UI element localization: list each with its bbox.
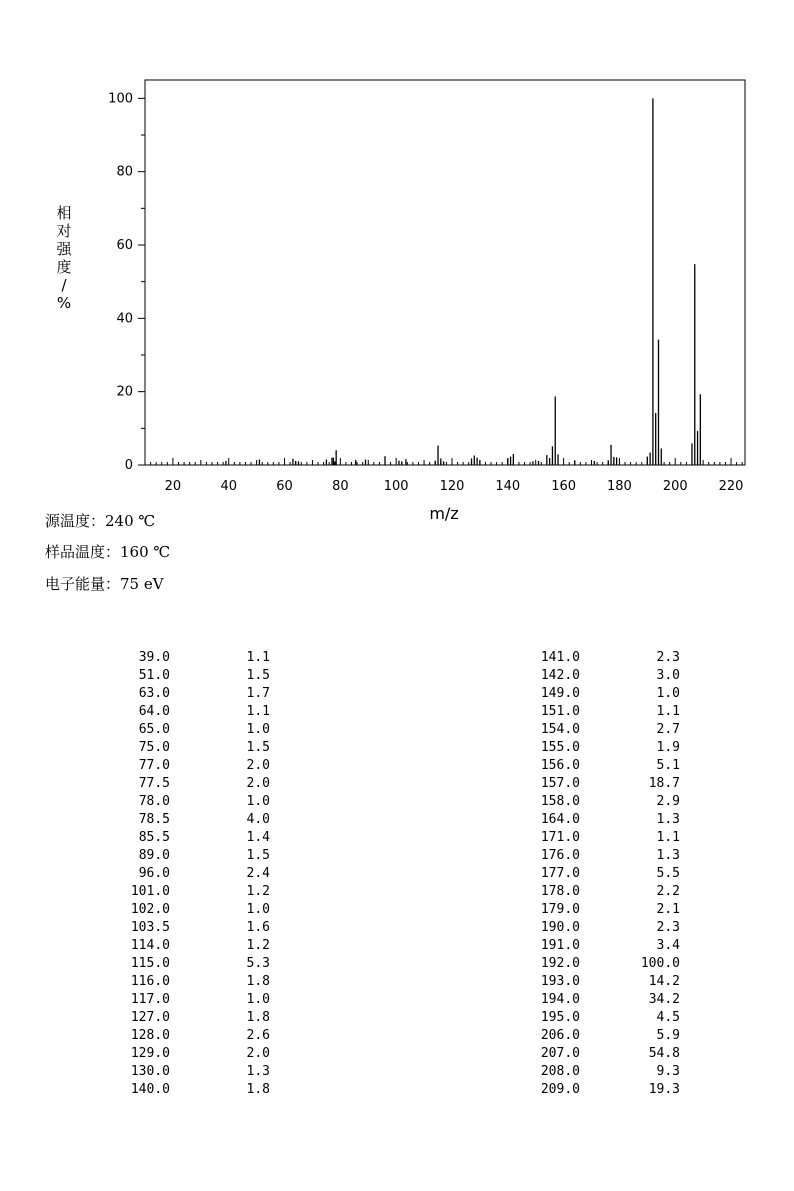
peak-row bbox=[0, 884, 794, 902]
peak-row bbox=[0, 758, 794, 776]
peak-mz: 39.0 bbox=[138, 650, 170, 665]
peak-intensity: 1.0 bbox=[246, 992, 270, 1007]
y-axis-label-char: % bbox=[56, 294, 72, 312]
y-axis-label bbox=[56, 204, 72, 312]
peak-mz: 176.0 bbox=[540, 848, 580, 863]
peak-mz: 117.0 bbox=[130, 992, 170, 1007]
x-tick-label: 180 bbox=[607, 479, 632, 494]
peak-mz: 179.0 bbox=[540, 902, 580, 917]
peak-mz: 78.0 bbox=[138, 794, 170, 809]
peak-mz: 77.5 bbox=[138, 776, 170, 791]
peak-row bbox=[0, 1010, 794, 1028]
peak-mz: 115.0 bbox=[130, 956, 170, 971]
peak-mz: 116.0 bbox=[130, 974, 170, 989]
x-tick-label: 100 bbox=[383, 479, 409, 494]
peak-mz: 209.0 bbox=[540, 1082, 580, 1097]
peak-mz: 63.0 bbox=[138, 686, 170, 701]
peak-intensity: 1.9 bbox=[656, 740, 680, 755]
peak-mz: 157.0 bbox=[540, 776, 580, 791]
peak-row bbox=[0, 650, 794, 668]
peak-row bbox=[0, 902, 794, 920]
peak-intensity: 1.1 bbox=[246, 704, 270, 719]
peak-intensity: 19.3 bbox=[648, 1082, 680, 1097]
peak-intensity: 2.9 bbox=[656, 794, 680, 809]
peak-mz: 51.0 bbox=[138, 668, 170, 683]
peak-mz: 155.0 bbox=[540, 740, 580, 755]
peak-mz: 96.0 bbox=[138, 866, 170, 881]
peak-row bbox=[0, 992, 794, 1010]
x-tick-label: 60 bbox=[276, 479, 293, 494]
peak-mz: 171.0 bbox=[540, 830, 580, 845]
peak-intensity: 100.0 bbox=[640, 956, 680, 971]
peak-intensity: 2.0 bbox=[246, 758, 270, 773]
peak-mz: 64.0 bbox=[138, 704, 170, 719]
peak-mz: 65.0 bbox=[138, 722, 170, 737]
peak-row bbox=[0, 740, 794, 758]
peak-intensity: 1.1 bbox=[246, 650, 270, 665]
peak-intensity: 5.3 bbox=[246, 956, 270, 971]
peak-intensity: 2.7 bbox=[656, 722, 680, 737]
y-axis-label-char: / bbox=[61, 276, 67, 294]
peak-mz: 78.5 bbox=[138, 812, 170, 827]
peak-intensity: 2.4 bbox=[246, 866, 270, 881]
peak-intensity: 1.6 bbox=[246, 920, 270, 935]
peak-intensity: 1.5 bbox=[246, 740, 270, 755]
peak-mz: 151.0 bbox=[540, 704, 580, 719]
peak-mz: 208.0 bbox=[540, 1064, 580, 1079]
peak-mz: 89.0 bbox=[138, 848, 170, 863]
y-tick-label: 0 bbox=[124, 458, 133, 473]
peak-intensity: 4.5 bbox=[656, 1010, 680, 1025]
peak-row bbox=[0, 722, 794, 740]
peak-mz: 128.0 bbox=[130, 1028, 170, 1043]
peak-row bbox=[0, 848, 794, 866]
y-tick-label: 80 bbox=[116, 164, 133, 180]
peak-row bbox=[0, 776, 794, 794]
y-axis-label-char: 对 bbox=[56, 222, 72, 240]
peak-intensity: 2.0 bbox=[246, 776, 270, 791]
peak-mz: 141.0 bbox=[540, 650, 580, 665]
y-tick-label: 100 bbox=[108, 91, 133, 107]
peak-mz: 102.0 bbox=[130, 902, 170, 917]
peak-mz: 194.0 bbox=[540, 992, 580, 1007]
peak-mz: 129.0 bbox=[130, 1046, 170, 1061]
peak-row bbox=[0, 974, 794, 992]
peak-mz: 142.0 bbox=[540, 668, 580, 683]
x-axis-label: m/z bbox=[429, 504, 459, 523]
peak-mz: 140.0 bbox=[130, 1082, 170, 1097]
peak-mz: 85.5 bbox=[138, 830, 170, 845]
y-tick-label: 40 bbox=[116, 311, 133, 327]
peak-mz: 195.0 bbox=[540, 1010, 580, 1025]
peak-mz: 192.0 bbox=[540, 956, 580, 971]
peak-intensity: 2.1 bbox=[656, 902, 680, 917]
x-tick-label: 220 bbox=[718, 479, 744, 494]
peak-row bbox=[0, 938, 794, 956]
y-axis-label-char: 强 bbox=[56, 240, 72, 258]
peak-intensity: 34.2 bbox=[648, 992, 680, 1007]
peak-mz: 101.0 bbox=[130, 884, 170, 899]
peak-intensity: 1.4 bbox=[246, 830, 270, 845]
x-tick-label: 140 bbox=[495, 479, 521, 494]
peak-intensity: 18.7 bbox=[648, 776, 680, 791]
peak-intensity: 1.2 bbox=[246, 884, 270, 899]
x-tick-label: 40 bbox=[220, 479, 237, 494]
x-tick-label: 120 bbox=[439, 479, 465, 494]
peak-row bbox=[0, 812, 794, 830]
y-tick-label: 60 bbox=[116, 238, 133, 253]
peak-row bbox=[0, 794, 794, 812]
x-tick-label: 80 bbox=[332, 479, 349, 494]
y-axis-label-char: 相 bbox=[56, 204, 72, 222]
peak-intensity: 3.0 bbox=[656, 668, 680, 683]
peak-mz: 158.0 bbox=[540, 794, 580, 809]
peak-intensity: 5.1 bbox=[656, 758, 680, 773]
x-tick-label: 200 bbox=[662, 479, 688, 494]
peak-mz: 207.0 bbox=[540, 1046, 580, 1061]
peak-mz: 190.0 bbox=[540, 920, 580, 935]
peak-mz: 127.0 bbox=[130, 1010, 170, 1025]
x-tick-label: 20 bbox=[164, 479, 182, 494]
peak-table-right bbox=[0, 650, 794, 1100]
peak-row bbox=[0, 1082, 794, 1100]
y-tick-label: 20 bbox=[116, 384, 133, 400]
peak-intensity: 1.1 bbox=[656, 704, 680, 719]
peak-mz: 130.0 bbox=[130, 1064, 170, 1079]
peak-mz: 178.0 bbox=[540, 884, 580, 899]
peak-intensity: 1.0 bbox=[246, 722, 270, 737]
peak-row bbox=[0, 1064, 794, 1082]
peak-intensity: 1.0 bbox=[246, 902, 270, 917]
peak-intensity: 1.8 bbox=[246, 974, 270, 989]
mass-spectrum-chart bbox=[0, 0, 794, 530]
peak-intensity: 2.6 bbox=[246, 1028, 270, 1043]
peak-mz: 77.0 bbox=[138, 758, 170, 773]
peak-row bbox=[0, 956, 794, 974]
peak-intensity: 4.0 bbox=[246, 812, 270, 827]
peak-intensity: 2.3 bbox=[656, 920, 680, 935]
peak-mz: 164.0 bbox=[540, 812, 580, 827]
peak-mz: 177.0 bbox=[540, 866, 580, 881]
electron-energy: 电子能量：75 eV bbox=[45, 575, 164, 593]
peak-row bbox=[0, 866, 794, 884]
peak-row bbox=[0, 704, 794, 722]
peak-intensity: 1.5 bbox=[246, 668, 270, 683]
peak-intensity: 1.0 bbox=[656, 686, 680, 701]
peak-intensity: 1.8 bbox=[246, 1082, 270, 1097]
peak-mz: 103.5 bbox=[130, 920, 170, 935]
peak-row bbox=[0, 686, 794, 704]
peak-intensity: 2.2 bbox=[656, 884, 680, 899]
peak-row bbox=[0, 1046, 794, 1064]
peak-intensity: 1.5 bbox=[246, 848, 270, 863]
peak-intensity: 5.5 bbox=[656, 866, 680, 881]
x-tick-label: 160 bbox=[551, 479, 577, 494]
peak-mz: 206.0 bbox=[540, 1028, 580, 1043]
peak-mz: 193.0 bbox=[540, 974, 580, 989]
peak-row bbox=[0, 668, 794, 686]
plot-frame bbox=[145, 80, 745, 465]
peak-mz: 156.0 bbox=[540, 758, 580, 773]
peak-mz: 154.0 bbox=[540, 722, 580, 737]
y-axis-label-char: 度 bbox=[56, 258, 72, 276]
peak-intensity: 9.3 bbox=[656, 1064, 680, 1079]
peak-mz: 75.0 bbox=[138, 740, 170, 755]
peak-intensity: 1.3 bbox=[656, 812, 680, 827]
peak-intensity: 5.9 bbox=[656, 1028, 680, 1043]
peak-intensity: 3.4 bbox=[656, 938, 680, 953]
peak-intensity: 1.2 bbox=[246, 938, 270, 953]
peak-intensity: 14.2 bbox=[648, 974, 680, 989]
source-temperature: 源温度：240 ℃ bbox=[45, 512, 156, 530]
peak-intensity: 1.3 bbox=[246, 1064, 270, 1079]
peak-intensity: 1.0 bbox=[246, 794, 270, 809]
peak-intensity: 1.3 bbox=[656, 848, 680, 863]
peak-mz: 191.0 bbox=[540, 938, 580, 953]
peak-intensity: 1.7 bbox=[246, 686, 270, 701]
peak-intensity: 2.3 bbox=[656, 650, 680, 665]
sample-temperature: 样品温度：160 ℃ bbox=[45, 543, 171, 561]
peak-intensity: 1.1 bbox=[656, 830, 680, 845]
peak-mz: 114.0 bbox=[130, 938, 170, 953]
peak-row bbox=[0, 830, 794, 848]
peak-intensity: 2.0 bbox=[246, 1046, 270, 1061]
peak-intensity: 54.8 bbox=[648, 1046, 680, 1061]
peak-mz: 149.0 bbox=[540, 686, 580, 701]
peak-intensity: 1.8 bbox=[246, 1010, 270, 1025]
peak-row bbox=[0, 1028, 794, 1046]
peak-row bbox=[0, 920, 794, 938]
